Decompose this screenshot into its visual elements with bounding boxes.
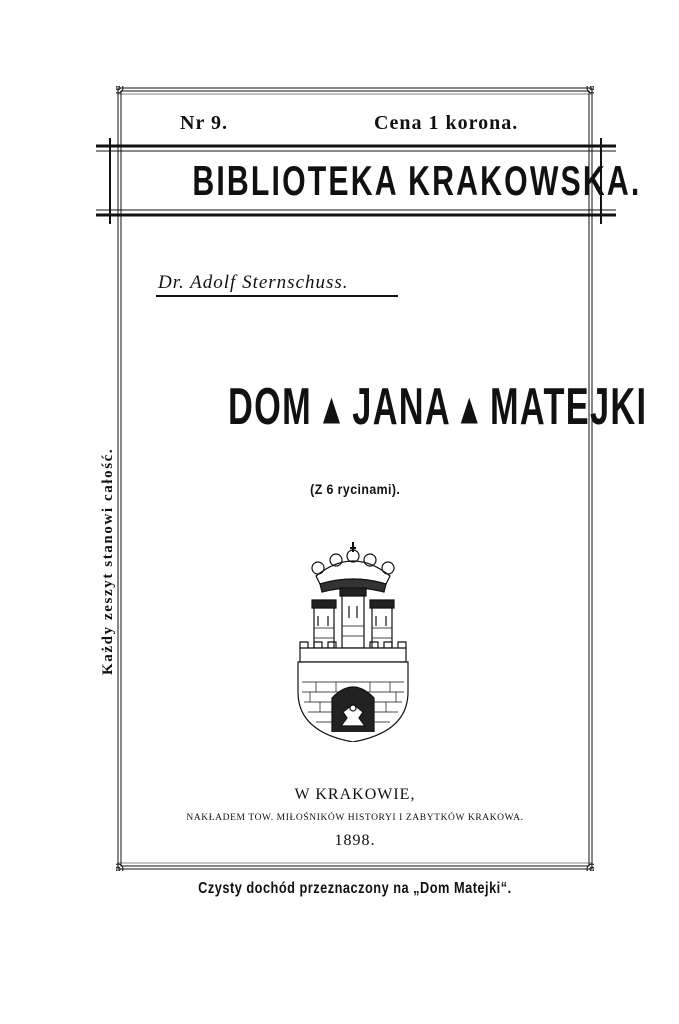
series-title-text: BIBLIOTEKA KRAKOWSKA. (192, 157, 642, 204)
side-note: Każdy zeszyt stanowi całość. (100, 447, 116, 675)
price-label: Cena 1 korona. (374, 112, 519, 134)
issue-number: Nr 9. (180, 112, 228, 134)
imprint-year: 1898. (334, 832, 376, 849)
footer-note (120, 880, 590, 898)
author-underline (156, 294, 398, 298)
main-title (120, 372, 648, 442)
krakow-coat-of-arms-icon (296, 536, 410, 742)
series-title (105, 150, 642, 212)
main-title-text: DOM ▴ JANA ▴ MATEJKI (228, 378, 648, 436)
author-name: Dr. Adolf Sternschuss. (158, 272, 349, 293)
imprint-city: W KRAKOWIE, (294, 786, 416, 803)
footer-note-text: Czysty dochód przeznaczony na „Dom Matejki“. (198, 880, 512, 897)
subtitle (120, 481, 590, 499)
imprint-publisher: NAKŁADEM TOW. MIŁOŚNIKÓW HISTORYI I ZABYTKÓW KRAKOWA. (186, 813, 524, 823)
subtitle-text: (Z 6 rycinami). (309, 481, 401, 497)
